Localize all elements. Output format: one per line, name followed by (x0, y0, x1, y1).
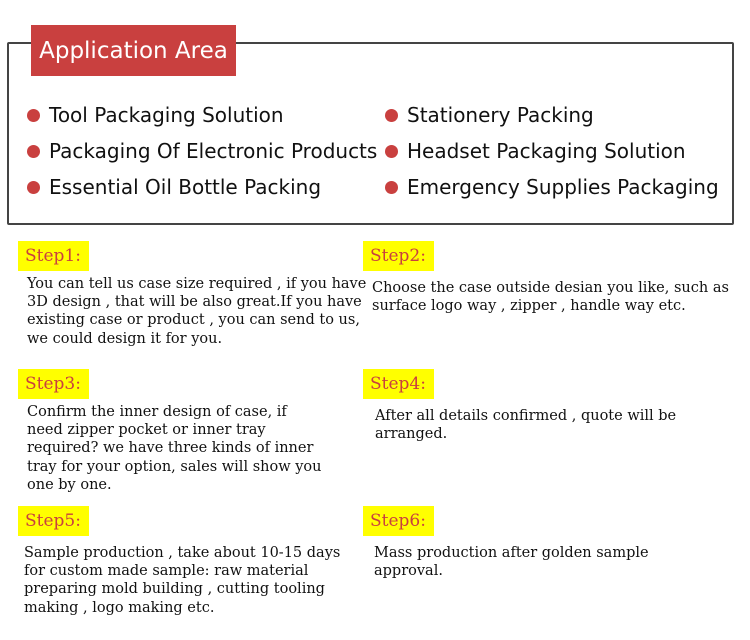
application-item-label: Packaging Of Electronic Products (49, 139, 378, 163)
step-4-text: After all details confirmed , quote will be arranged. (375, 408, 677, 443)
application-item (27, 103, 284, 127)
application-item (27, 175, 321, 199)
step-2-label: Step2: (363, 241, 434, 271)
application-item (385, 103, 594, 127)
bullet-dot-icon (385, 181, 398, 194)
application-item-label: Essential Oil Bottle Packing (49, 175, 322, 199)
bullet-dot-icon (385, 145, 398, 158)
bullet-dot-icon (385, 109, 398, 122)
step-1-label: Step1: (18, 241, 89, 271)
application-item (385, 139, 686, 163)
step-1-text: You can tell us case size required , if you have 3D design , that will be also great.If you have existing case or product , you can send to us, we could design it for you. (27, 276, 367, 347)
application-item-label: Emergency Supplies Packaging (407, 175, 719, 199)
bullet-dot-icon (27, 181, 40, 194)
step-3-label: Step3: (18, 369, 89, 399)
application-item (385, 175, 719, 199)
step-6-text: Mass production after golden sample approval. (374, 545, 649, 580)
step-6-label: Step6: (363, 506, 434, 536)
bullet-dot-icon (27, 109, 40, 122)
step-2-text: Choose the case outside desian you like, such as surface logo way , zipper , handle way etc. (372, 280, 729, 315)
application-item-label: Tool Packaging Solution (49, 103, 284, 127)
bullet-dot-icon (27, 145, 40, 158)
application-area-title: Application Area (31, 25, 236, 76)
application-item-label: Stationery Packing (407, 103, 594, 127)
application-item-label: Headset Packaging Solution (407, 139, 686, 163)
step-3-text: Confirm the inner design of case, if need zipper pocket or inner tray required? we have three kinds of inner tray for your option, sales will show you one by one. (27, 404, 322, 493)
step-5-text: Sample production , take about 10-15 days for custom made sample: raw material preparing mold building , cutting tooling making , logo making etc. (24, 545, 341, 616)
step-5-label: Step5: (18, 506, 89, 536)
application-item (27, 139, 377, 163)
step-4-label: Step4: (363, 369, 434, 399)
